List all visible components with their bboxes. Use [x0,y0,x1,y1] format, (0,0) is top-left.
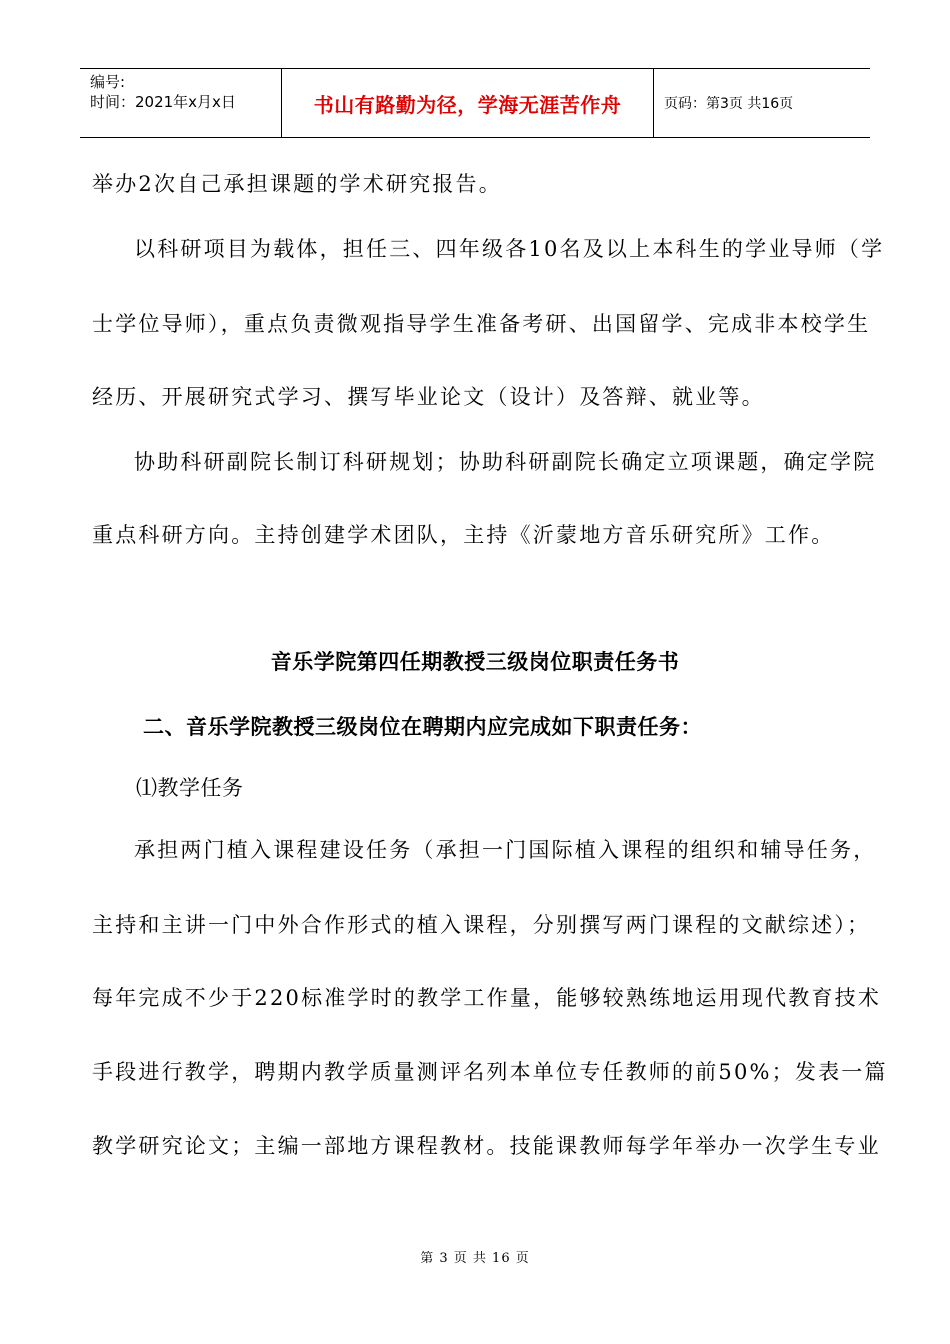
body-line-4: 经历、开展研究式学习、撰写毕业论文（设计）及答辩、就业等。 [92,385,765,409]
body-line-2: 以科研项目为载体，担任三、四年级各10名及以上本科生的学业导师（学 [134,237,885,261]
subsection-heading: ⑴教学任务 [136,776,244,800]
body-line-8: 主持和主讲一门中外合作形式的植入课程，分别撰写两门课程的文献综述）； [92,913,871,937]
page-footer: 第 3 页 共 16 页 [420,1251,530,1266]
body-line-11: 教学研究论文；主编一部地方课程教材。技能课教师每学年举办一次学生专业 [92,1134,881,1158]
body-line-6: 重点科研方向。主持创建学术团队，主持《沂蒙地方音乐研究所》工作。 [92,523,835,547]
header-date: 时间：2021年x月x日 [90,93,236,111]
body-line-9: 每年完成不少于220标准学时的教学工作量，能够较熟练地运用现代教育技术 [92,986,882,1010]
body-line-3: 士学位导师），重点负责微观指导学生准备考研、出国留学、完成非本校学生 [92,312,871,336]
body-line-7: 承担两门植入课程建设任务（承担一门国际植入课程的组织和辅导任务， [134,838,877,862]
header-meta [80,69,282,137]
header-number-label: 编号: [90,73,126,91]
document-header [80,68,870,138]
header-page-info: 页码：第3页 共16页 [664,96,794,112]
body-line-5: 协助科研副院长制订科研规划；协助科研副院长确定立项课题，确定学院 [134,450,877,474]
body-line-10: 手段进行教学，聘期内教学质量测评名列本单位专任教师的前50%；发表一篇 [92,1060,888,1084]
document-title: 音乐学院第四任期教授三级岗位职责任务书 [270,650,680,674]
header-motto: 书山有路勤为径，学海无涯苦作舟 [282,69,654,137]
body-line-1: 举办2次自己承担课题的学术研究报告。 [92,172,502,196]
section-heading: 二、音乐学院教授三级岗位在聘期内应完成如下职责任务： [143,715,702,739]
